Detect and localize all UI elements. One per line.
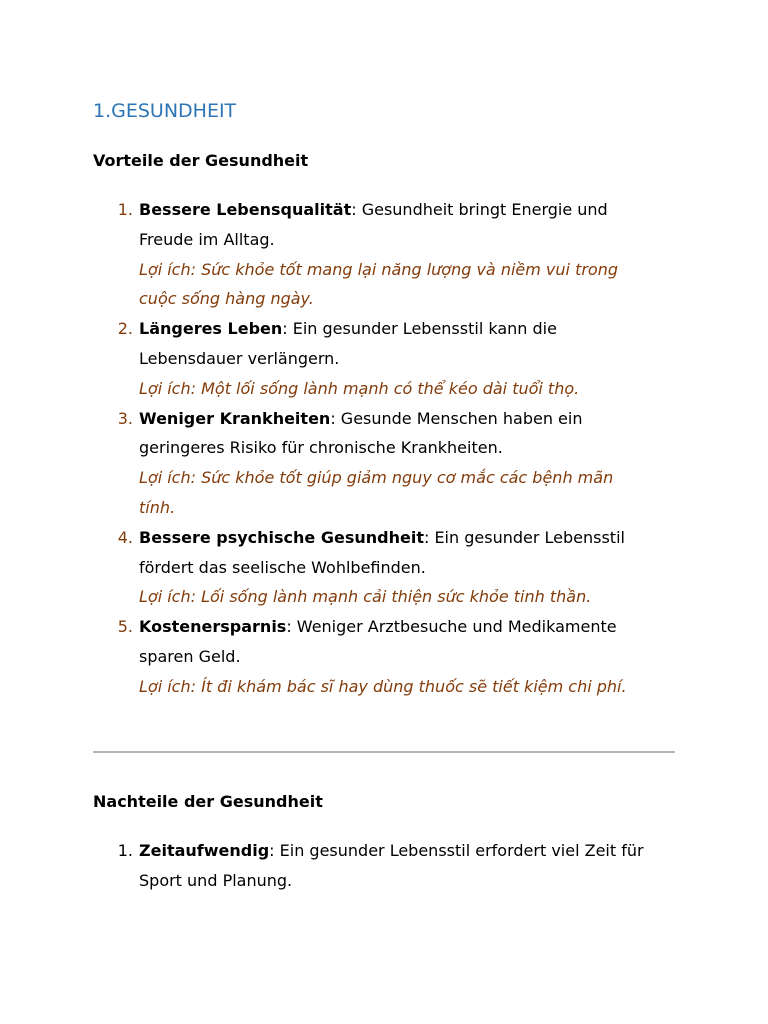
list-item-term: Kostenersparnis (139, 617, 287, 637)
disadvantages-heading: Nachteile der Gesundheit (93, 792, 323, 811)
list-item-number: 1. (117, 841, 133, 860)
list-item-translation: Lợi ích: Một lối sống lành mạnh có thể kéo dài tuổi thọ. (139, 378, 580, 398)
page-title: 1.GESUNDHEIT (93, 100, 237, 122)
list-item-translation: Lợi ích: Sức khỏe tốt mang lại năng lượng và niềm vui trong cuộc sống hàng ngày. (139, 259, 618, 309)
list-item-term: Längeres Leben (139, 319, 283, 339)
list-item-term: Zeitaufwendig (139, 841, 270, 860)
list-item (93, 314, 653, 403)
list-item (93, 523, 653, 612)
disadvantages-list (93, 836, 653, 896)
list-item-number: 3. (117, 408, 133, 428)
list-item-text: : Weniger Arztbesuche und Medikamente sparen Geld. (139, 617, 617, 666)
list-item-term: Weniger Krankheiten (139, 408, 331, 428)
list-item-number: 4. (117, 527, 133, 547)
advantages-list (93, 195, 653, 702)
list-item-number: 2. (117, 319, 133, 339)
list-item-term: Bessere psychische Gesundheit (139, 527, 424, 547)
list-item-text: : Ein gesunder Lebensstil kann die Lebensdauer verlängern. (139, 319, 557, 368)
list-item-text: : Ein gesunder Lebensstil fördert das seelische Wohlbefinden. (139, 527, 625, 577)
list-item (93, 404, 653, 523)
list-item-text: : Ein gesunder Lebensstil erfordert viel Zeit für Sport und Planung. (139, 841, 644, 890)
list-item-text: : Gesunde Menschen haben ein geringeres Risiko für chronische Krankheiten. (139, 408, 583, 458)
advantages-heading: Vorteile der Gesundheit (93, 151, 309, 170)
list-item-translation: Lợi ích: Sức khỏe tốt giúp giảm nguy cơ mắc các bệnh mãn tính. (139, 468, 614, 517)
list-item-term: Bessere Lebensqualität (139, 200, 352, 219)
list-item-translation: Lợi ích: Ít đi khám bác sĩ hay dùng thuốc sẽ tiết kiệm chi phí. (139, 676, 627, 696)
list-item-text: : Gesundheit bringt Energie und Freude im Alltag. (139, 200, 608, 249)
list-item (93, 612, 653, 701)
list-item-number: 5. (117, 617, 133, 637)
list-item-translation: Lợi ích: Lối sống lành mạnh cải thiện sức khỏe tinh thần. (139, 587, 592, 607)
list-item (93, 836, 653, 896)
list-item (93, 195, 653, 314)
horizontal-rule (93, 751, 675, 753)
list-item-number: 1. (117, 200, 133, 219)
